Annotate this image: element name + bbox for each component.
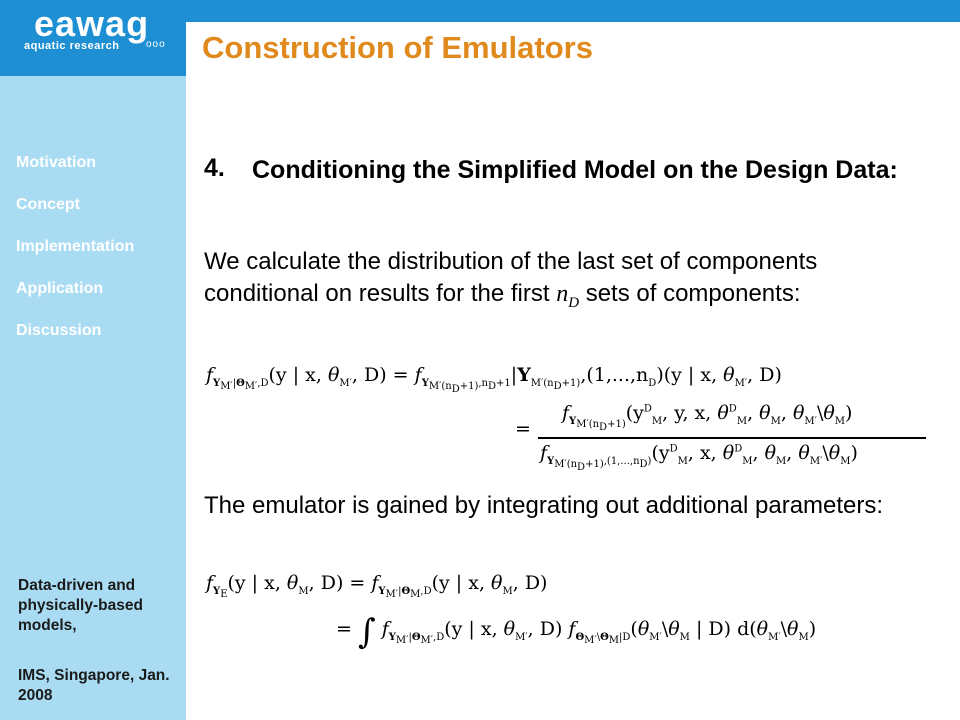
logo-subtitle: aquatic research: [24, 40, 120, 52]
fraction-bar: [538, 437, 926, 439]
section-heading: Conditioning the Simplified Model on the Design Data:: [252, 156, 898, 184]
logo-dots: ooo: [146, 39, 166, 50]
eawag-logo: [0, 0, 186, 76]
nav-item-implementation[interactable]: Implementation: [16, 238, 135, 255]
footer-venue-date: IMS, Singapore, Jan. 2008: [18, 667, 170, 704]
nav-item-application[interactable]: Application: [16, 280, 104, 297]
nav-item-motivation[interactable]: Motivation: [16, 154, 96, 171]
footer-course-title: Data-driven and physically-based models,: [18, 577, 143, 634]
nav-item-discussion[interactable]: Discussion: [16, 322, 102, 339]
paragraph-conditioning: [204, 246, 904, 319]
slide-title: Construction of Emulators: [202, 30, 593, 65]
nav-item-concept[interactable]: Concept: [16, 196, 80, 213]
paragraph-conditioning-tail: sets of components:: [585, 280, 801, 307]
paragraph-emulator: The emulator is gained by integrating out additional parameters:: [204, 492, 884, 519]
logo-wordmark: eawag: [34, 3, 150, 44]
heading-number: 4.: [204, 154, 225, 182]
math-n-d: $n_D$: [556, 281, 580, 311]
paragraph-conditioning-text: We calculate the distribution of the last set of components conditional on results for the first: [204, 248, 818, 307]
